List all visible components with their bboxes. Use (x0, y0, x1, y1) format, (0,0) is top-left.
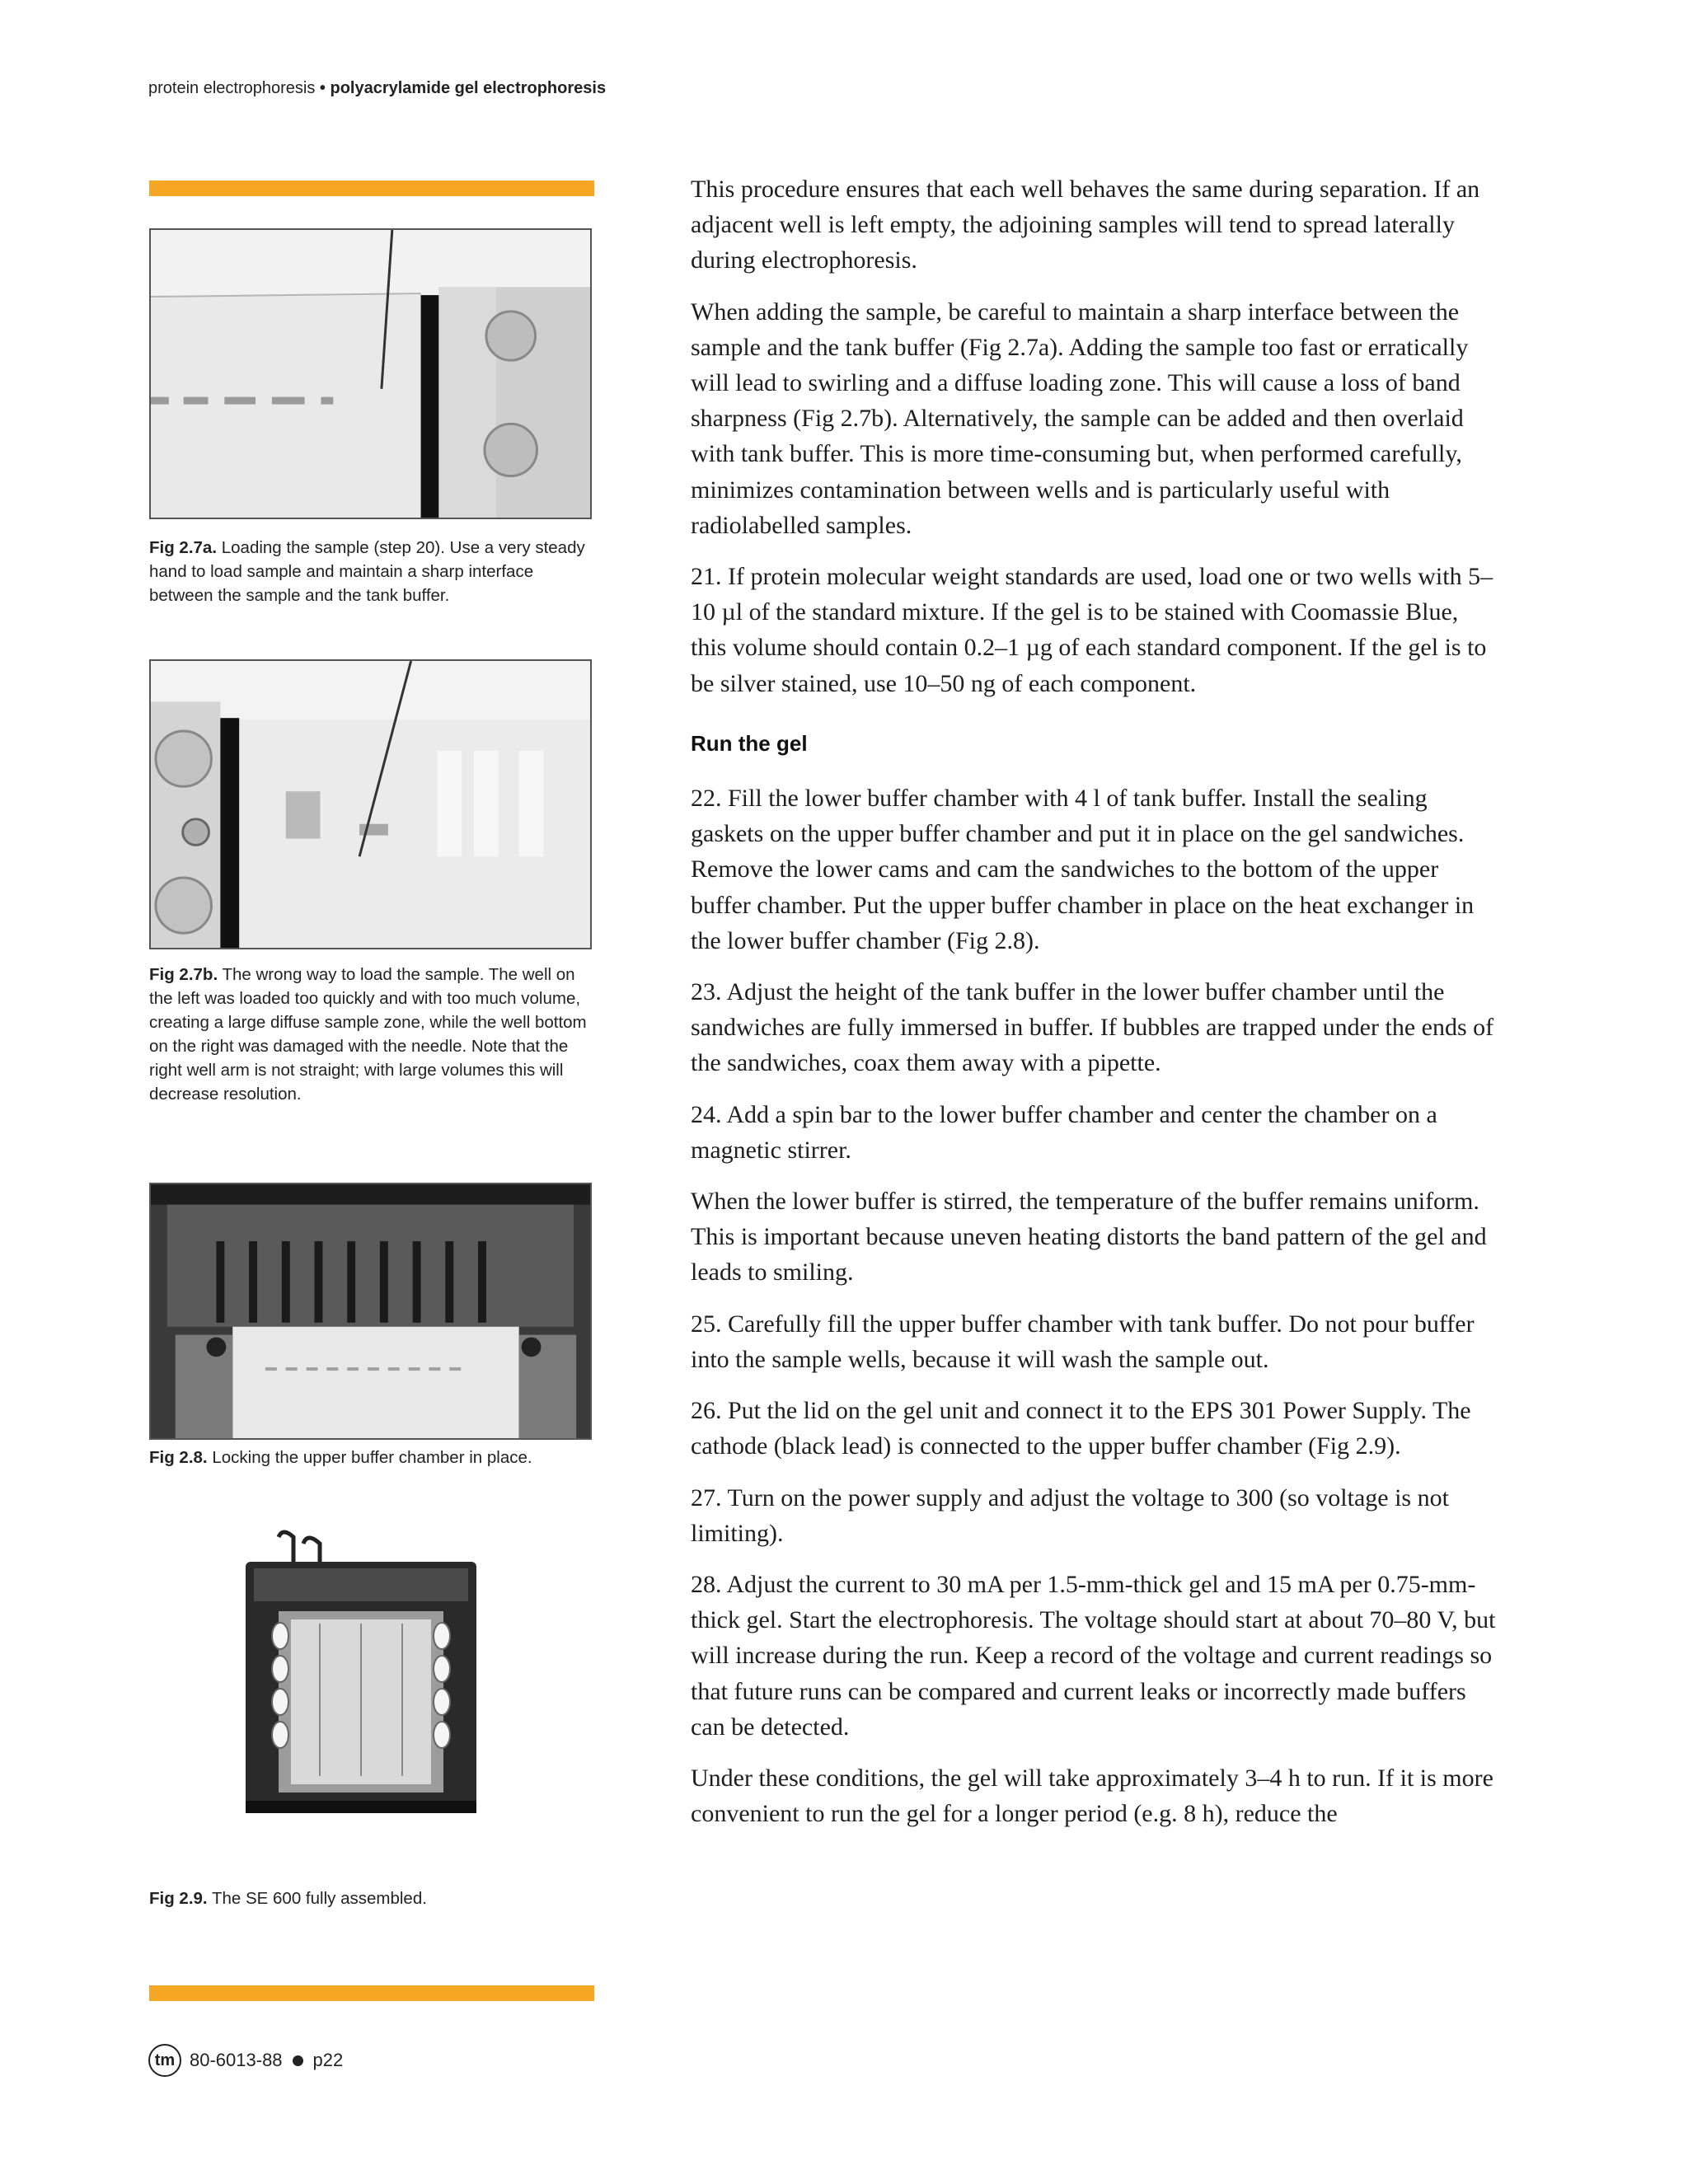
step-26: 26. Put the lid on the gel unit and connect it to the EPS 301 Power Supply. The cathode (black lead) is connected to the upper buffer chamber (Fig 2.9). (691, 1397, 1471, 1460)
paragraph: When the lower buffer is stirred, the temperature of the buffer remains uniform. This is important because uneven heating distorts the band pattern of the gel and leads to smiling. (691, 1188, 1487, 1286)
page-footer (148, 2044, 343, 2077)
step-21: 21. If protein molecular weight standards are used, load one or two wells with 5–10 µl of the standard mixture. If the gel is to be stained with Coomassie Blue, this volume should contain 0.2–1 µg of each standard component. If the gel is to be silver stained, use 10–50 ng of each component. (691, 563, 1493, 697)
fig-2-9-image (229, 1529, 493, 1825)
paragraph: This procedure ensures that each well behaves the same during separation. If an adjacent well is left empty, the adjoining samples will tend to spread laterally during electrophoresis. (691, 176, 1480, 274)
bottom-accent-bar (149, 1985, 594, 2001)
step-28: 28. Adjust the current to 30 mA per 1.5-mm-thick gel and 15 mA per 0.75-mm-thick gel. Start the electrophoresis. The voltage should start at about 70–80 V, but will increase during the run. Keep a record of the voltage and current readings so that future runs can be compared and current leaks or incorrectly made buffers can be detected. (691, 1570, 1496, 1741)
bullet-icon (293, 2055, 303, 2066)
fig-2-8-image (151, 1184, 590, 1438)
step-27: 27. Turn on the power supply and adjust the voltage to 300 (so voltage is not limiting). (691, 1483, 1449, 1547)
body-text-column (691, 171, 1498, 1847)
step-25: 25. Carefully fill the upper buffer chamber with tank buffer. Do not pour buffer into the sample wells, because it will wash the sample out. (691, 1310, 1475, 1373)
section-heading-run-the-gel: Run the gel (691, 730, 808, 756)
header-section: protein electrophoresis (148, 79, 316, 97)
fig-2-7a-text: Loading the sample (step 20). Use a very steady hand to load sample and maintain a sharp interface between the sample and the tank buffer. (149, 538, 585, 605)
fig-2-7a-photo (149, 228, 592, 519)
fig-2-7a-caption (149, 536, 598, 607)
fig-2-8-caption (149, 1446, 598, 1469)
fig-2-7b-text: The wrong way to load the sample. The well on the left was loaded too quickly and with too much volume, creating a large diffuse sample zone, while the well bottom on the right was damaged with the needle. Note that the right well arm is not straight; with large volumes this will decrease resolution. (149, 965, 587, 1104)
fig-2-9-caption (149, 1886, 598, 1910)
fig-2-7a-label: Fig 2.7a. (149, 538, 218, 557)
fig-2-9-photo (229, 1529, 493, 1825)
page-number: p22 (312, 2050, 344, 2070)
fig-2-9-label: Fig 2.9. (149, 1889, 208, 1908)
fig-2-9-text: The SE 600 fully assembled. (211, 1889, 427, 1908)
fig-2-7a-image (151, 230, 590, 518)
top-accent-bar (149, 180, 594, 196)
fig-2-7b-image (151, 661, 590, 948)
step-23: 23. Adjust the height of the tank buffer in the lower buffer chamber until the sandwiches are fully immersed in buffer. If bubbles are trapped under the ends of the sandwiches, coax them away with a pipette. (691, 978, 1494, 1077)
fig-2-8-label: Fig 2.8. (149, 1448, 208, 1467)
paragraph: When adding the sample, be careful to maintain a sharp interface between the sample and the tank buffer (Fig 2.7a). Adding the sample too fast or erratically will lead to swirling and a diffuse loading zone. This will cause a loss of band sharpness (Fig 2.7b). Alternatively, the sample can be added and then overlaid with tank buffer. This is more time-consuming but, when performed carefully, minimizes contamination between wells and is particularly useful with radiolabelled samples. (691, 298, 1469, 539)
doc-number: 80-6013-88 (190, 2050, 283, 2070)
fig-2-8-photo (149, 1183, 592, 1440)
paragraph: Under these conditions, the gel will take approximately 3–4 h to run. If it is more convenient to run the gel for a longer period (e.g. 8 h), reduce the (691, 1764, 1493, 1828)
header-separator: • (319, 79, 326, 97)
fig-2-8-text: Locking the upper buffer chamber in place. (212, 1448, 532, 1467)
header-subsection: polyacrylamide gel electrophoresis (330, 79, 607, 97)
fig-2-7b-label: Fig 2.7b. (149, 965, 218, 984)
step-22: 22. Fill the lower buffer chamber with 4 l of tank buffer. Install the sealing gaskets on the upper buffer chamber and put it in place on the gel sandwiches. Remove the lower cams and cam the sandwiches to the bottom of the upper buffer chamber. Put the upper buffer chamber in place on the heat exchanger in the lower buffer chamber (Fig 2.8). (691, 785, 1475, 954)
running-header (148, 79, 606, 98)
fig-2-7b-photo (149, 659, 592, 949)
step-24: 24. Add a spin bar to the lower buffer chamber and center the chamber on a magnetic stirrer. (691, 1100, 1437, 1164)
fig-2-7b-caption (149, 963, 598, 1106)
tm-logo: tm (148, 2044, 181, 2077)
